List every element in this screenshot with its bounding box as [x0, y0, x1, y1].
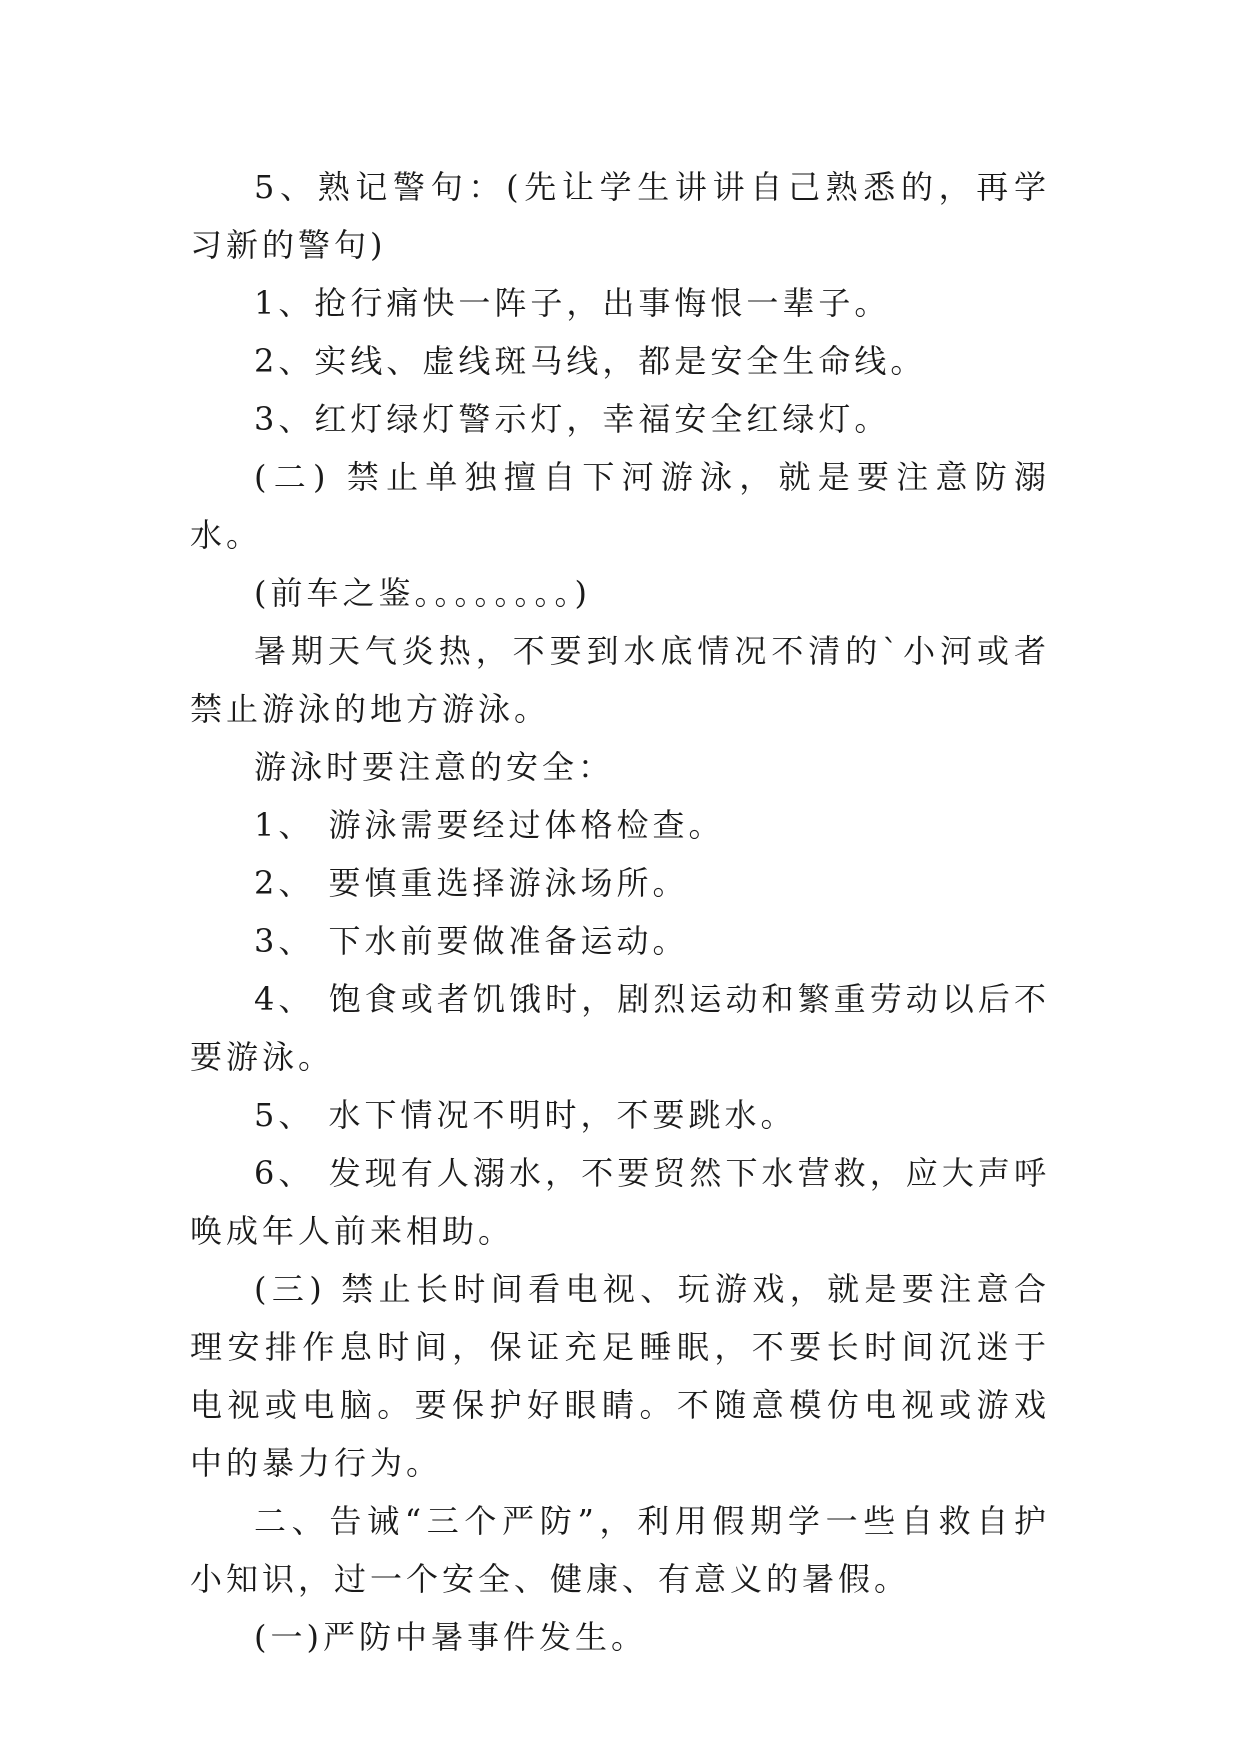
paragraph-slogan-2: 2、实线、虚线斑马线，都是安全生命线。	[254, 342, 927, 380]
paragraph-swim-safety-heading: 游泳时要注意的安全：	[254, 748, 615, 786]
paragraph-slogan-1: 1、抢行痛快一阵子，出事悔恨一辈子。	[254, 284, 891, 322]
paragraph-swim-rule-1: 1、 游泳需要经过体格检查。	[254, 806, 725, 844]
paragraph-section-two: (二) 禁止单独擅自下河游泳，就是要注意防溺水。	[190, 458, 1050, 554]
paragraph-swim-rule-6: 6、 发现有人溺水，不要贸然下水营救，应大声呼唤成年人前来相助。	[190, 1154, 1050, 1250]
paragraph-summer-heat: 暑期天气炎热，不要到水底情况不清的`小河或者禁止游泳的地方游泳。	[190, 632, 1050, 728]
paragraph-swim-rule-2: 2、 要慎重选择游泳场所。	[254, 864, 689, 902]
paragraph-memorize-slogans: 5、熟记警句：(先让学生讲讲自己熟悉的，再学习新的警句)	[190, 168, 1050, 264]
paragraph-lessons: (前车之鉴。。。。。。。。)	[254, 574, 591, 612]
paragraph-three-precautions: 二、告诫“三个严防”，利用假期学一些自救自护小知识，过一个安全、健康、有意义的暑假。	[190, 1502, 1050, 1598]
paragraph-swim-rule-4: 4、 饱食或者饥饿时，剧烈运动和繁重劳动以后不要游泳。	[190, 980, 1050, 1076]
paragraph-section-three: (三) 禁止长时间看电视、玩游戏，就是要注意合理安排作息时间，保证充足睡眠，不要长时间沉迷于电视或电脑。要保护好眼睛。不随意模仿电视或游戏中的暴力行为。	[190, 1270, 1050, 1482]
document-body	[190, 158, 1050, 1666]
paragraph-heatstroke: (一)严防中暑事件发生。	[254, 1618, 647, 1656]
paragraph-swim-rule-5: 5、 水下情况不明时，不要跳水。	[254, 1096, 797, 1134]
paragraph-slogan-3: 3、红灯绿灯警示灯，幸福安全红绿灯。	[254, 400, 891, 438]
paragraph-swim-rule-3: 3、 下水前要做准备运动。	[254, 922, 689, 960]
